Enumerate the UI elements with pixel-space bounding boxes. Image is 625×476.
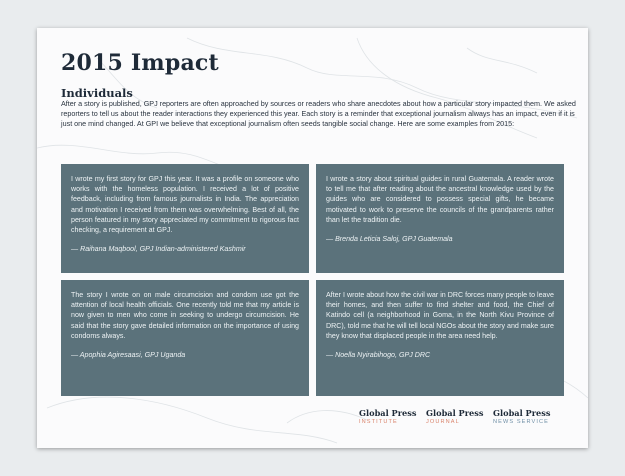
testimonial-card xyxy=(61,164,309,273)
logo-subtitle: INSTITUTE xyxy=(359,419,398,425)
logo-name: Global Press xyxy=(359,408,417,418)
logo-global-press-news-service xyxy=(493,408,550,425)
logo-global-press-journal xyxy=(426,408,483,425)
testimonial-attribution: — Apophia Agiresaasi, GPJ Uganda xyxy=(71,351,186,360)
testimonial-attribution: — Noella Nyirabihogo, GPJ DRC xyxy=(326,351,431,360)
testimonial-card xyxy=(61,280,309,396)
page-title: 2015 Impact xyxy=(61,50,219,76)
logo-global-press-institute xyxy=(359,408,416,425)
testimonial-quote: The story I wrote on on male circumcision and condom use got the attention of local health officials. One recently told me that my article is now given to men who come in seeking to undergo circumcision. He said that the story gave detailed information on the importance of using condoms always. xyxy=(71,291,299,340)
testimonial-quote: I wrote a story about spiritual guides in rural Guatemala. A reader wrote to tell me that after reading about the ancestral knowledge used by the guides who are considered to possess special gifts, he became motivated to work to preserve the councils of the grandparents rather than let the tradition die. xyxy=(326,175,554,224)
testimonial-quote: After I wrote about how the civil war in DRC forces many people to leave their homes, and then suffer to find shelter and food, the Chief of Katindo cell (a neighborhood in Goma, in the North Kivu Province of DRC), told me that he will tell local NGOs about the story and make sure they know that displaced people in the area need help. xyxy=(326,291,554,340)
testimonial-quote: I wrote my first story for GPJ this year. It was a profile on someone who works with the homeless population. I received a lot of positive feedback, including from famous journalists in India. The appreciation and motivation I received from them was overwhelming. Best of all, the person featured in my story appreciated my commitment to rigorous fact checking, a requirement at GPJ. xyxy=(71,175,299,235)
brand-logos xyxy=(359,408,579,432)
testimonial-card xyxy=(316,164,564,273)
section-heading: Individuals xyxy=(61,86,133,100)
report-page xyxy=(37,28,588,448)
logo-subtitle: JOURNAL xyxy=(426,419,460,425)
testimonial-card xyxy=(316,280,564,396)
testimonial-attribution: — Raihana Maqbool, GPJ Indian-administered Kashmir xyxy=(71,245,246,254)
logo-subtitle: NEWS SERVICE xyxy=(493,419,549,425)
logo-name: Global Press xyxy=(493,408,551,418)
logo-name: Global Press xyxy=(426,408,484,418)
intro-paragraph: After a story is published, GPJ reporters are often approached by sources or readers who share anecdotes about how a particular story impacted them. We asked reporters to tell us about the reader interactions they experienced this year. Each story is a reminder that exceptional journalism always has an impact, even if it is just one mind changed. At GPI we believe that exceptional journalism often seeds tangible social change. Here are some examples from 2015: xyxy=(61,99,576,129)
testimonial-attribution: — Brenda Leticia Saloj, GPJ Guatemala xyxy=(326,235,453,244)
